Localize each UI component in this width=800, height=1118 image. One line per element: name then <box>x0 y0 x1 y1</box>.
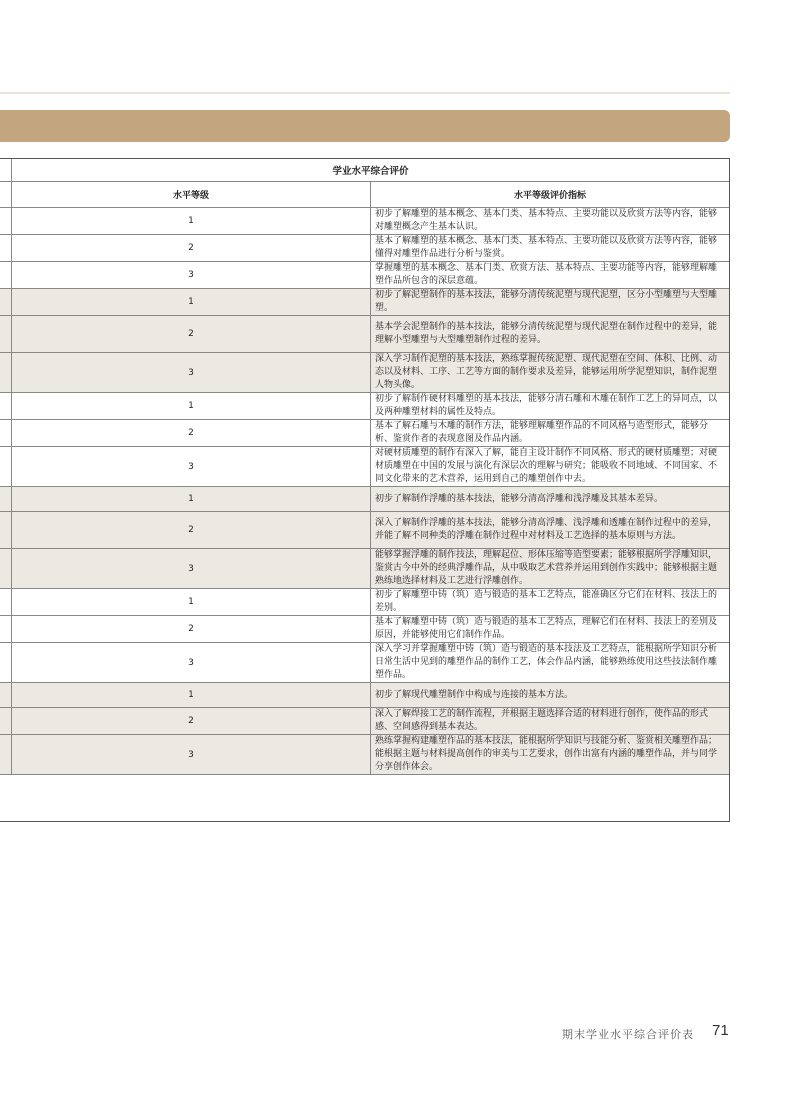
level-cell: 3 <box>12 549 371 589</box>
table-frame <box>0 158 730 822</box>
level-cell: 1 <box>12 208 371 235</box>
level-cell: 2 <box>12 708 371 735</box>
level-cell: 1 <box>12 589 371 616</box>
indicator-cell: 对硬材质雕塑的制作有深入了解，能自主设计制作不同风格、形式的硬材质雕塑；对硬材质雕塑在中国的发展与演化有深层次的理解与研究；能吸收不同地域、不同国家、不同文化带来的艺术营养，运用到自己的雕塑创作中去。 <box>371 447 730 487</box>
page-number: 71 <box>712 1022 729 1039</box>
indicator-cell: 基本了解雕塑中铸（筑）造与锻造的基本工艺特点，理解它们在材料、技法上的差别及原因，并能够使用它们制作作品。 <box>371 616 730 643</box>
level-cell: 3 <box>12 735 371 775</box>
header-band <box>0 110 730 142</box>
indicator-cell: 掌握雕塑的基本概念、基本门类、欣赏方法、基本特点、主要功能等内容，能够理解雕塑作品所包含的深层意蕴。 <box>371 262 730 289</box>
level-cell: 2 <box>12 316 371 353</box>
indicator-cell: 基本了解雕塑的基本概念、基本门类、基本特点、主要功能以及欣赏方法等内容，能够懂得对雕塑作品进行分析与鉴赏。 <box>371 235 730 262</box>
level-cell: 1 <box>12 289 371 316</box>
indicator-cell: 深入了解制作浮雕的基本技法，能够分清高浮雕、浅浮雕和透雕在制作过程中的差异，并能了解不同种类的浮雕在制作过程中对材料及工艺选择的基本原则与方法。 <box>371 512 730 549</box>
level-cell: 2 <box>12 235 371 262</box>
level-cell: 3 <box>12 353 371 393</box>
indicator-cell: 基本学会泥塑制作的基本技法，能够分清传统泥塑与现代泥塑在制作过程中的差异，能理解小型雕塑与大型雕塑制作过程的差异。 <box>371 316 730 353</box>
indicator-cell: 深入了解焊接工艺的制作流程，并根据主题选择合适的材料进行创作，使作品的形式感、空间感得到基本表达。 <box>371 708 730 735</box>
indicator-cell: 熟练掌握构建雕塑作品的基本技法，能根据所学知识与技能分析、鉴赏相关雕塑作品；能根据主题与材料提高创作的审美与工艺要求，创作出富有内涵的雕塑作品，并与同学分享创作体会。 <box>371 735 730 775</box>
indicator-cell: 初步了解泥塑制作的基本技法，能够分清传统泥塑与现代泥塑，区分小型雕塑与大型雕塑。 <box>371 289 730 316</box>
indicator-cell: 初步了解雕塑的基本概念、基本门类、基本特点、主要功能以及欣赏方法等内容，能够对雕塑概念产生基本认识。 <box>371 208 730 235</box>
indicator-cell: 深入学习制作泥塑的基本技法，熟练掌握传统泥塑、现代泥塑在空间、体积、比例、动态以及材料、工序、工艺等方面的制作要求及差异，能够运用所学泥塑知识，制作泥塑人物头像。 <box>371 353 730 393</box>
column-header-indicator: 水平等级评价指标 <box>371 182 730 208</box>
top-rule <box>0 92 730 94</box>
indicator-cell: 初步了解雕塑中铸（筑）造与锻造的基本工艺特点，能准确区分它们在材料、技法上的差别。 <box>371 589 730 616</box>
indicator-cell: 深入学习并掌握雕塑中铸（筑）造与锻造的基本技法及工艺特点，能根据所学知识分析日常生活中见到的雕塑作品的制作工艺，体会作品内涵，能够熟练使用这些技法制作雕塑作品。 <box>371 643 730 683</box>
level-cell: 3 <box>12 643 371 683</box>
level-cell: 1 <box>12 393 371 420</box>
indicator-cell: 初步了解制作浮雕的基本技法，能够分清高浮雕和浅浮雕及其基本差异。 <box>371 487 730 512</box>
indicator-cell: 基本了解石雕与木雕的制作方法，能够理解雕塑作品的不同风格与造型形式，能够分析、鉴赏作者的表现意图及作品内涵。 <box>371 420 730 447</box>
level-cell: 3 <box>12 262 371 289</box>
level-cell: 1 <box>12 487 371 512</box>
indicator-cell: 初步了解制作硬材料雕塑的基本技法，能够分清石雕和木雕在制作工艺上的异同点，以及两种雕塑材料的属性及特点。 <box>371 393 730 420</box>
level-cell: 2 <box>12 420 371 447</box>
indicator-cell: 初步了解现代雕塑制作中构成与连接的基本方法。 <box>371 683 730 708</box>
table-title: 学业水平综合评价 <box>12 159 730 182</box>
column-header-level: 水平等级 <box>12 182 371 208</box>
level-cell: 3 <box>12 447 371 487</box>
level-cell: 2 <box>12 616 371 643</box>
footer-title: 期末学业水平综合评价表 <box>562 1028 694 1041</box>
level-cell: 2 <box>12 512 371 549</box>
level-cell: 1 <box>12 683 371 708</box>
indicator-cell: 能够掌握浮雕的制作技法，理解起位、形体压缩等造型要素；能够根据所学浮雕知识，鉴赏古今中外的经典浮雕作品，从中吸取艺术营养并运用到创作实践中；能够根据主题熟练地选择材料及工艺进行浮雕创作。 <box>371 549 730 589</box>
